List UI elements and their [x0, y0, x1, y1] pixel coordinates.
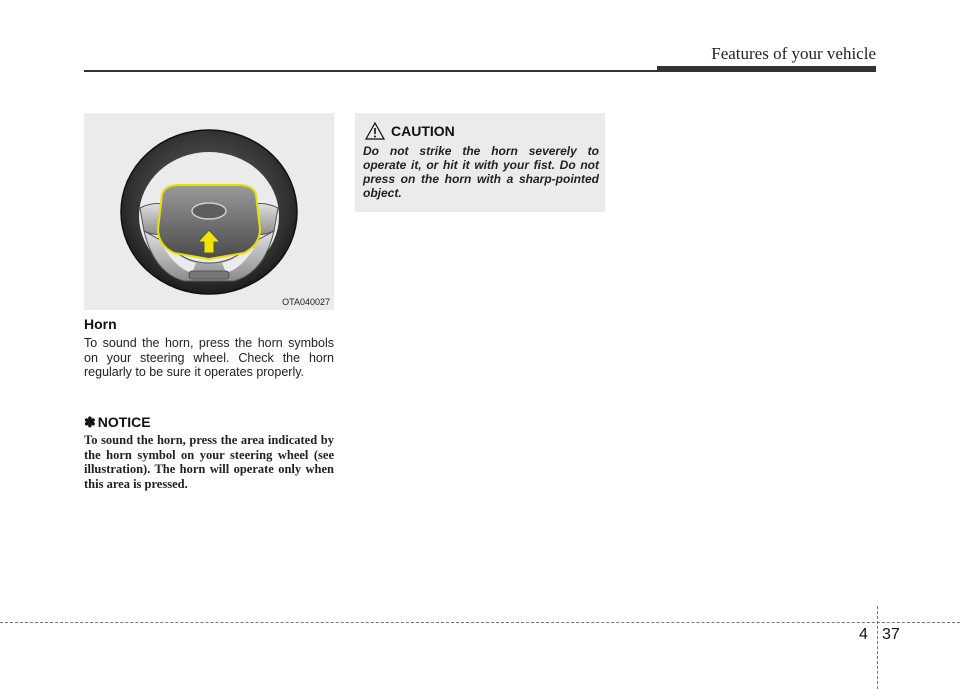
notice-body: To sound the horn, press the area indicated by the horn symbol on your steering wheel (see illustration). The horn will operate only when this area is pressed. [84, 433, 334, 491]
warning-triangle-icon [365, 121, 385, 141]
footer-rule [0, 622, 960, 623]
footer-divider [877, 606, 878, 689]
steering-wheel-horn-illustration [84, 113, 334, 310]
chapter-number: 4 [859, 626, 868, 643]
header-rule-accent [657, 66, 876, 72]
horn-body: To sound the horn, press the horn symbols on your steering wheel. Check the horn regularly to be sure it operates properly. [84, 336, 334, 379]
notice-symbol: ✽ [84, 414, 96, 430]
figure-code: OTA040027 [282, 297, 330, 307]
notice-heading [84, 414, 151, 431]
horn-heading: Horn [84, 316, 117, 332]
steering-wheel-figure [84, 113, 334, 310]
caution-body: Do not strike the horn severely to operate it, or hit it with your fist. Do not press on the horn with a sharp-pointed object. [363, 144, 599, 200]
notice-heading-label: NOTICE [97, 414, 151, 430]
section-title: Features of your vehicle [711, 44, 876, 63]
caution-heading: CAUTION [391, 123, 455, 139]
caution-box [355, 113, 605, 212]
page-number: 37 [882, 626, 900, 643]
